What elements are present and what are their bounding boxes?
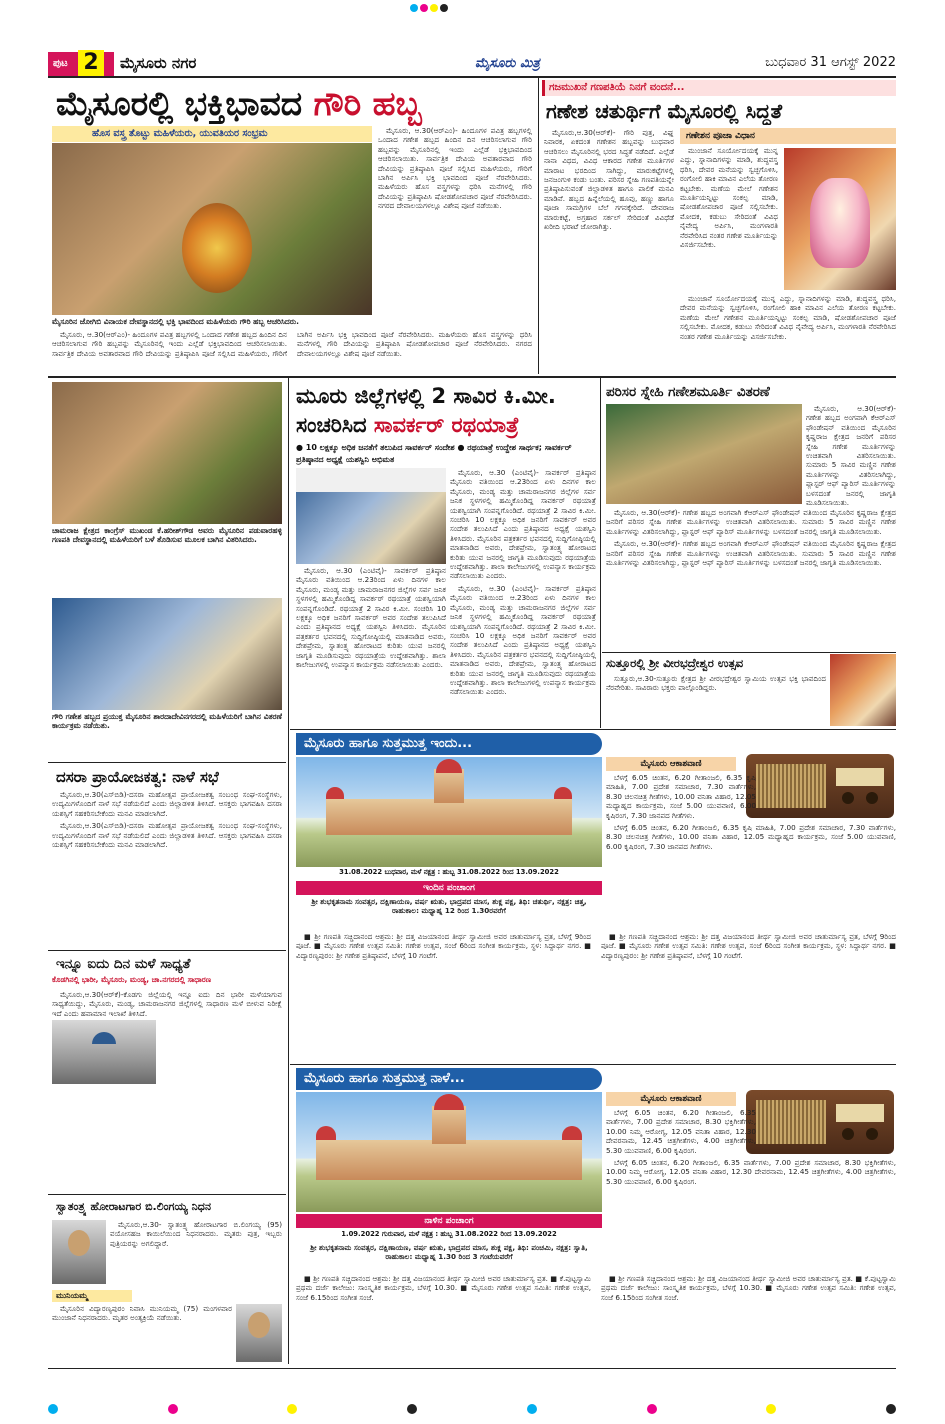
registration-mark (48, 1404, 58, 1414)
dasara-para-2: ಮೈಸೂರು,ಆ.30(ಎಸ್‌ಬಿಡಿ)-ದಸರಾ ಮಹೋತ್ಸವ ಪ್ರಾಯೋಜಕತ್ವ ಸಂಬಂಧ ಸಂಘ-ಸಂಸ್ಥೆಗಳು, ಉದ್ಯಮಿಗಳೊಂದಿಗೆ ನಾಳೆ ಸಭೆ ನಡೆಯಲಿದೆ ಎಂದು ಜಿಲ್ಲಾಡಳಿತ ತಿಳಿಸಿದೆ. ಆಸಕ್ತರು ಭಾಗವಹಿಸಿ ದಸರಾ ಯಶಸ್ಸಿಗೆ ಸಹಕರಿಸಬೇಕೆಂದು ಮನವಿ ಮಾಡಲಾಗಿದೆ. (52, 821, 282, 850)
registration-mark (766, 1404, 776, 1414)
registration-mark (287, 1404, 297, 1414)
tomorrow-panchanga-body: ಶ್ರೀ ಶುಭಕೃತನಾಮ ಸಂವತ್ಸರ, ದಕ್ಷಿಣಾಯಣ, ವರ್ಷ ಋತು, ಭಾದ್ರಪದ ಮಾಸ, ಶುಕ್ಲ ಪಕ್ಷ, ತಿಥಿ: ಪಂಚಮಿ, ನಕ್ಷತ್ರ: ಸ್ವಾತಿ, ರಾಹುಕಾಲ: ಮಧ್ಯಾಹ್ನ 1.30 ರಿಂದ 3 ಗಂಟೆಯವರೆಗೆ (310, 1243, 588, 1262)
tomorrow-banner (296, 1068, 602, 1090)
bagina-photo (52, 598, 282, 710)
today-banner (296, 733, 602, 755)
rain-body (52, 990, 282, 1190)
column-divider (288, 378, 289, 1364)
today-panchanga-body: ಶ್ರೀ ಶುಭಕೃತನಾಮ ಸಂವತ್ಸರ, ದಕ್ಷಿಣಾಯಣ, ವರ್ಷ ಋತು, ಭಾದ್ರಪದ ಮಾಸ, ಶುಕ್ಲ ಪಕ್ಷ, ತಿಥಿ: ಚತುರ್ಥಿ, ನಕ್ಷತ್ರ: ಚಿತ್ತ, ರಾಹುಕಾಲ: ಮಧ್ಯಾಹ್ನ 12 ರಿಂದ 1.30ರವರೆಗೆ (311, 897, 587, 916)
rain-subheadline: ಕೊಡಗಿನಲ್ಲಿ ಭಾರೀ, ಮೈಸೂರು, ಮಂಡ್ಯ, ಚಾ.ನಗರದಲ್ಲಿ ಸಾಧಾರಣ (52, 975, 212, 984)
rule (48, 950, 286, 951)
column-divider (600, 378, 601, 728)
tomorrow-panchanga-title-box (296, 1214, 602, 1228)
palace-dome (436, 759, 462, 773)
rule (48, 1194, 286, 1195)
decorated-idol (182, 203, 252, 293)
ganesha-pooja-title: ಗಣೇಶನ ಪೂಜಾ ವಿಧಾನ (686, 131, 755, 141)
sutturu-para: ಸುತ್ತೂರು,ಆ.30-ಸುತ್ತೂರು ಕ್ಷೇತ್ರದ ಶ್ರೀ ವೀರಭದ್ರೇಶ್ವರ ಸ್ವಾಮಿಯ ಉತ್ಸವ ಭಕ್ತಿ ಭಾವದಿಂದ ನೆರವೇರಿತು. ಸಾವಿರಾರು ಭಕ್ತರು ಪಾಲ್ಗೊಂಡಿದ್ದರು. (606, 674, 826, 693)
gowri-headline-red: ಗೌರಿ ಹಬ್ಬ (313, 84, 422, 123)
palace-building (326, 799, 572, 835)
eco-body-side (806, 404, 896, 514)
eco-para-2: ಮೈಸೂರು, ಆ.30(ಆರ್‌ಕೆ)- ಗಣೇಶ ಹಬ್ಬದ ಅಂಗವಾಗಿ ಕೆಆರ್‌ಎಸ್ ಫೌಂಡೇಷನ್ ವತಿಯಿಂದ ಮೈಸೂರಿನ ಕೃಷ್ಣರಾಜ ಕ್ಷೇತ್ರದ ಜನರಿಗೆ ಪರಿಸರ ಸ್ನೇಹಿ ಗಣೇಶ ಮೂರ್ತಿಗಳನ್ನು ಉಚಿತವಾಗಿ ವಿತರಿಸಲಾಯಿತು. ಸುಮಾರು 5 ಸಾವಿರ ಮಣ್ಣಿನ ಗಣೇಶ ಮೂರ್ತಿಗಳನ್ನು ವಿತರಿಸಲಾಗಿದ್ದು, ಪ್ಲಾಸ್ಟರ್ ಆಫ್ ಪ್ಯಾರಿಸ್ ಮೂರ್ತಿಗಳನ್ನು ಬಳಸದಂತೆ ಜನರಲ್ಲಿ ಜಾಗೃತಿ ಮೂಡಿಸಲಾಯಿತು. (606, 539, 896, 568)
savarkar-para-2: ಮೈಸೂರು, ಆ.30 (ಎಂಟಿವೈ)- ಸಾವರ್ಕರ್ ಪ್ರತಿಷ್ಠಾನ ಮೈಸೂರು ವತಿಯಿಂದ ಆ.23ರಿಂದ ಏಳು ದಿನಗಳ ಕಾಲ ಮೈಸೂರು, ಮಂಡ್ಯ ಮತ್ತು ಚಾಮರಾಜನಗರ ಜಿಲ್ಲೆಗಳ ಸರ್ವ ಜನಿಕ ಸ್ಥಳಗಳಲ್ಲಿ ಹಮ್ಮಿಕೊಂಡಿದ್ದ ಸಾವರ್ಕರ್ ರಥಯಾತ್ರೆ ಯಶಸ್ವಿಯಾಗಿ ಸಂಪನ್ನಗೊಂಡಿದೆ. ರಥಯಾತ್ರೆ 2 ಸಾವಿರ ಕಿ.ಮೀ. ಸಂಚರಿಸಿ 10 ಲಕ್ಷಕ್ಕೂ ಅಧಿಕ ಜನರಿಗೆ ಸಾವರ್ಕರ್ ಅವರ ಸಂದೇಶ ತಲುಪಿಸಿದೆ ಎಂದು ಪ್ರತಿಷ್ಠಾನದ ಅಧ್ಯಕ್ಷೆ ಯಶಸ್ವಿನಿ ತಿಳಿಸಿದರು. ಮೈಸೂರಿನ ಪತ್ರಕರ್ತರ ಭವನದಲ್ಲಿ ಸುದ್ದಿಗೋಷ್ಠಿಯಲ್ಲಿ ಮಾತನಾಡಿದ ಅವರು, ದೇಶಪ್ರೇಮ, ಸ್ವಾತಂತ್ರ್ಯ ಹೋರಾಟದ ಕುರಿತು ಯುವ ಜನರಲ್ಲಿ ಜಾಗೃತಿ ಮೂಡಿಸುವುದು ರಥಯಾತ್ರೆಯ ಉದ್ದೇಶವಾಗಿತ್ತು. ಶಾಲಾ ಕಾಲೇಜುಗಳಲ್ಲಿ ಉಪನ್ಯಾಸ ಕಾರ್ಯಕ್ರಮ ನಡೆಸಲಾಯಿತು ಎಂದರು. (450, 468, 596, 581)
rule (48, 762, 286, 763)
savarkar-headline-2 (296, 410, 596, 440)
savarkar-photo (296, 468, 446, 564)
ganesha-pooja-para-2: ಮುಂಜಾನೆ ಸೂರ್ಯೋದಯಕ್ಕೆ ಮುನ್ನ ಎದ್ದು, ಸ್ನಾನಾದಿಗಳನ್ನು ಮಾಡಿ, ಶುದ್ಧವಸ್ತ್ರ ಧರಿಸಿ, ದೇವರ ಮನೆಯನ್ನು ಸ್ವಚ್ಛಗೊಳಿಸಿ, ರಂಗೋಲಿ ಹಾಕಿ ಮಾವಿನ ಎಲೆಯ ತೋರಣ ಕಟ್ಟಬೇಕು. ಮಣೆಯ ಮೇಲೆ ಗಣೇಶನ ಮೂರ್ತಿಯನ್ನಿಟ್ಟು ಸಂಕಲ್ಪ ಮಾಡಿ, ಷೋಡಶೋಪಚಾರ ಪೂಜೆ ಸಲ್ಲಿಸಬೇಕು. ಮೋದಕ, ಕಡುಬು ಸೇರಿದಂತೆ ವಿವಿಧ ನೈವೇದ್ಯ ಅರ್ಪಿಸಿ, ಮಂಗಳಾರತಿ ನೆರವೇರಿಸಿದ ನಂತರ ಗಣೇಶ ಮೂರ್ತಿಯನ್ನು ವಿಸರ್ಜಿಸಬೇಕು. (680, 294, 896, 341)
tomorrow-radio-title-box (606, 1092, 736, 1106)
savarkar-headline-1: ಮೂರು ಜಿಲ್ಲೆಗಳಲ್ಲಿ 2 ಸಾವಿರ ಕಿ.ಮೀ. (296, 384, 556, 408)
section-rule (290, 729, 896, 730)
tomorrow-events-para-2: ■ ಶ್ರೀ ಗಣಪತಿ ಸಚ್ಚಿದಾನಂದ ಆಶ್ರಮ: ಶ್ರೀ ದತ್ತ ವಿಜಯಾನಂದ ತೀರ್ಥ ಸ್ವಾಮೀಜಿ ಅವರ ಚಾತುರ್ಮಾಸ್ಯ ವ್ರತ. ■ ಕೆ.ಪುಟ್ಟಸ್ವಾಮಿ ಪ್ರಥಮ ದರ್ಜೆ ಕಾಲೇಜು: ಸಾಂಸ್ಕೃತಿಕ ಕಾರ್ಯಕ್ರಮ, ಬೆಳಗ್ಗೆ 10.30. ■ ಮೈಸೂರು ಗಣೇಶ ಉತ್ಸವ ಸಮಿತಿ: ಗಣೇಶ ಉತ್ಸವ, ಸಂಜೆ 6.15ರಿಂದ ಸಂಗೀತ ಸಂಜೆ. (601, 1274, 896, 1302)
section-rule (290, 1064, 896, 1065)
dasara-headline: ದಸರಾ ಪ್ರಾಯೋಜಕತ್ವ: ನಾಳೆ ಸಭೆ (56, 768, 219, 786)
tomorrow-panchanga-date: 1.09.2022 ಗುರುವಾರ, ಮಳೆ ನಕ್ಷತ್ರ : ಹುಬ್ಬ 31.08.2022 ರಿಂದ 13.09.2022 (341, 1230, 557, 1238)
gowri-body-para: ಮೈಸೂರು, ಆ.30(ಆರ್‌ಎಂ)- ಹಿಂದೂಗಳ ಪವಿತ್ರ ಹಬ್ಬಗಳಲ್ಲಿ ಒಂದಾದ ಗಣೇಶ ಹಬ್ಬದ ಹಿಂದಿನ ದಿನ ಆಚರಿಸಲಾಗುವ ಗೌರಿ ಹಬ್ಬವನ್ನು ಮೈಸೂರಿನಲ್ಲಿ ಇಂದು ಎಲ್ಲೆಡೆ ಭಕ್ತಿಭಾವದಿಂದ ಆಚರಿಸಲಾಯಿತು. ಸಾರ್ವತ್ರಿಕ ದೇವಿಯ ಅವತಾರವಾದ ಗೌರಿ ದೇವಿಯನ್ನು ಪ್ರತಿಷ್ಠಾಪಿಸಿ ಪೂಜೆ ಸಲ್ಲಿಸಿದ ಮಹಿಳೆಯರು, ಗೌರಿಗೆ ಬಾಗಿನ ಅರ್ಪಿಸಿ ಭಕ್ತಿ ಭಾವದಿಂದ ಪೂಜೆ ನೆರವೇರಿಸಿದರು. ಮಹಿಳೆಯರು ಹೊಸ ವಸ್ತ್ರಗಳನ್ನು ಧರಿಸಿ ಮನೆಗಳಲ್ಲಿ ಗೌರಿ ದೇವಿಯನ್ನು ಪ್ರತಿಷ್ಠಾಪಿಸಿ ಷೋಡಶೋಪಚಾರ ಪೂಜೆ ನೆರವೇರಿಸಿದರು. ನಗರದ ದೇವಾಲಯಗಳಲ್ಲೂ ವಿಶೇಷ ಪೂಜೆ ನಡೆಯಿತು. (52, 330, 532, 358)
palace-dome (316, 1126, 336, 1140)
gowri-headline-black: ಮೈಸೂರಲ್ಲಿ ಭಕ್ತಿಭಾವದ (56, 84, 303, 123)
today-radio-body (606, 773, 896, 929)
paper-name: ಮೈಸೂರು ಮಿತ್ರ (475, 56, 540, 71)
harish-photo (52, 382, 282, 524)
gowri-photo (52, 143, 372, 315)
gowri-banner-text: ಹೊಸ ವಸ್ತ್ರ ತೊಟ್ಟು ಮಹಿಳೆಯರು, ಯುವತಿಯರ ಸಂಭ್ರಮ (92, 128, 268, 139)
registration-mark (407, 1404, 417, 1414)
today-banner-text: ಮೈಸೂರು ಹಾಗೂ ಸುತ್ತಮುತ್ತ ಇಂದು... (304, 736, 473, 751)
savarkar-headline-red: ಸಾವರ್ಕರ್ ರಥಯಾತ್ರೆ (373, 413, 519, 437)
eco-headline: ಪರಿಸರ ಸ್ನೇಹಿ ಗಣೇಶಮೂರ್ತಿ ವಿತರಣೆ (606, 384, 770, 400)
today-palace-photo (296, 757, 602, 867)
gowri-side-body (378, 126, 532, 326)
eco-side-para: ಮೈಸೂರು, ಆ.30(ಆರ್‌ಕೆ)- ಗಣೇಶ ಹಬ್ಬದ ಅಂಗವಾಗಿ ಕೆಆರ್‌ಎಸ್ ಫೌಂಡೇಷನ್ ವತಿಯಿಂದ ಮೈಸೂರಿನ ಕೃಷ್ಣರಾಜ ಕ್ಷೇತ್ರದ ಜನರಿಗೆ ಪರಿಸರ ಸ್ನೇಹಿ ಗಣೇಶ ಮೂರ್ತಿಗಳನ್ನು ಉಚಿತವಾಗಿ ವಿತರಿಸಲಾಯಿತು. ಸುಮಾರು 5 ಸಾವಿರ ಮಣ್ಣಿನ ಗಣೇಶ ಮೂರ್ತಿಗಳನ್ನು ವಿತರಿಸಲಾಗಿದ್ದು, ಪ್ಲಾಸ್ಟರ್ ಆಫ್ ಪ್ಯಾರಿಸ್ ಮೂರ್ತಿಗಳನ್ನು ಬಳಸದಂತೆ ಜನರಲ್ಲಿ ಜಾಗೃತಿ ಮೂಡಿಸಲಾಯಿತು. (806, 404, 896, 508)
palace-tower (432, 1106, 466, 1144)
registration-mark (440, 4, 448, 12)
obit2-photo (236, 1304, 282, 1362)
tomorrow-palace-photo (296, 1092, 602, 1212)
tomorrow-radio-title: ಮೈಸೂರು ಆಕಾಶವಾಣಿ (640, 1094, 702, 1104)
ganesha-kicker: ಗಜಮುಖನೆ ಗಣಪತಿಯೆ ನಿನಗೆ ವಂದನೆ... (549, 82, 685, 93)
rule (602, 652, 896, 653)
section-rule (48, 376, 896, 378)
sutturu-headline: ಸುತ್ತೂರಲ್ಲಿ ಶ್ರೀ ವೀರಭದ್ರೇಶ್ವರ ಉತ್ಸವ (606, 656, 744, 670)
eco-para: ಮೈಸೂರು, ಆ.30(ಆರ್‌ಕೆ)- ಗಣೇಶ ಹಬ್ಬದ ಅಂಗವಾಗಿ ಕೆಆರ್‌ಎಸ್ ಫೌಂಡೇಷನ್ ವತಿಯಿಂದ ಮೈಸೂರಿನ ಕೃಷ್ಣರಾಜ ಕ್ಷೇತ್ರದ ಜನರಿಗೆ ಪರಿಸರ ಸ್ನೇಹಿ ಗಣೇಶ ಮೂರ್ತಿಗಳನ್ನು ಉಚಿತವಾಗಿ ವಿತರಿಸಲಾಯಿತು. ಸುಮಾರು 5 ಸಾವಿರ ಮಣ್ಣಿನ ಗಣೇಶ ಮೂರ್ತಿಗಳನ್ನು ವಿತರಿಸಲಾಗಿದ್ದು, ಪ್ಲಾಸ್ಟರ್ ಆಫ್ ಪ್ಯಾರಿಸ್ ಮೂರ್ತಿಗಳನ್ನು ಬಳಸದಂತೆ ಜನರಲ್ಲಿ ಜಾಗೃತಿ ಮೂಡಿಸಲಾಯಿತು. (606, 508, 896, 536)
palace-dome (562, 1126, 582, 1140)
rain-para: ಮೈಸೂರು,ಆ.30(ಆರ್‌ಕೆ)-ಕೊಡಗು ಜಿಲ್ಲೆಯಲ್ಲಿ ಇನ್ನೂ ಐದು ದಿನ ಭಾರೀ ಮಳೆಯಾಗುವ ಸಾಧ್ಯತೆಯಿದ್ದು, ಮೈಸೂರು, ಮಂಡ್ಯ, ಚಾಮರಾಜನಗರ ಜಿಲ್ಲೆಗಳಲ್ಲಿ ಸಾಧಾರಣ ಮಳೆ ಬೀಳುವ ನಿರೀಕ್ಷೆ ಇದೆ ಎಂದು ಹವಾಮಾನ ಇಲಾಖೆ ತಿಳಿಸಿದೆ. (52, 990, 282, 1018)
page-bottom-rule (48, 1368, 896, 1369)
registration-mark (430, 4, 438, 12)
obit-photo (52, 1220, 106, 1284)
gowri-body (52, 330, 532, 368)
rain-headline: ಇನ್ನೂ ಐದು ದಿನ ಮಳೆ ಸಾಧ್ಯತೆ (56, 956, 191, 972)
column-divider (538, 78, 539, 374)
obit2-name: ಮುನಿಯಮ್ಮ (56, 1291, 88, 1300)
savarkar-para-3: ಮೈಸೂರು, ಆ.30 (ಎಂಟಿವೈ)- ಸಾವರ್ಕರ್ ಪ್ರತಿಷ್ಠಾನ ಮೈಸೂರು ವತಿಯಿಂದ ಆ.23ರಿಂದ ಏಳು ದಿನಗಳ ಕಾಲ ಮೈಸೂರು, ಮಂಡ್ಯ ಮತ್ತು ಚಾಮರಾಜನಗರ ಜಿಲ್ಲೆಗಳ ಸರ್ವ ಜನಿಕ ಸ್ಥಳಗಳಲ್ಲಿ ಹಮ್ಮಿಕೊಂಡಿದ್ದ ಸಾವರ್ಕರ್ ರಥಯಾತ್ರೆ ಯಶಸ್ವಿಯಾಗಿ ಸಂಪನ್ನಗೊಂಡಿದೆ. ರಥಯಾತ್ರೆ 2 ಸಾವಿರ ಕಿ.ಮೀ. ಸಂಚರಿಸಿ 10 ಲಕ್ಷಕ್ಕೂ ಅಧಿಕ ಜನರಿಗೆ ಸಾವರ್ಕರ್ ಅವರ ಸಂದೇಶ ತಲುಪಿಸಿದೆ ಎಂದು ಪ್ರತಿಷ್ಠಾನದ ಅಧ್ಯಕ್ಷೆ ಯಶಸ್ವಿನಿ ತಿಳಿಸಿದರು. ಮೈಸೂರಿನ ಪತ್ರಕರ್ತರ ಭವನದಲ್ಲಿ ಸುದ್ದಿಗೋಷ್ಠಿಯಲ್ಲಿ ಮಾತನಾಡಿದ ಅವರು, ದೇಶಪ್ರೇಮ, ಸ್ವಾತಂತ್ರ್ಯ ಹೋರಾಟದ ಕುರಿತು ಯುವ ಜನರಲ್ಲಿ ಜಾಗೃತಿ ಮೂಡಿಸುವುದು ರಥಯಾತ್ರೆಯ ಉದ್ದೇಶವಾಗಿತ್ತು. ಶಾಲಾ ಕಾಲೇಜುಗಳಲ್ಲಿ ಉಪನ್ಯಾಸ ಕಾರ್ಯಕ್ರಮ ನಡೆಸಲಾಯಿತು ಎಂದರು. (450, 583, 596, 697)
dasara-para: ಮೈಸೂರು,ಆ.30(ಎಸ್‌ಬಿಡಿ)-ದಸರಾ ಮಹೋತ್ಸವ ಪ್ರಾಯೋಜಕತ್ವ ಸಂಬಂಧ ಸಂಘ-ಸಂಸ್ಥೆಗಳು, ಉದ್ಯಮಿಗಳೊಂದಿಗೆ ನಾಳೆ ಸಭೆ ನಡೆಯಲಿದೆ ಎಂದು ಜಿಲ್ಲಾಡಳಿತ ತಿಳಿಸಿದೆ. ಆಸಕ್ತರು ಭಾಗವಹಿಸಿ ದಸರಾ ಯಶಸ್ಸಿಗೆ ಸಹಕರಿಸಬೇಕೆಂದು ಮನವಿ ಮಾಡಲಾಗಿದೆ. (52, 790, 282, 818)
registration-mark (647, 1404, 657, 1414)
page-label: ಪುಟ (53, 58, 68, 69)
sutturu-photo (830, 654, 896, 726)
tomorrow-radio-para: ಬೆಳಗ್ಗೆ 6.05 ಚಿಂತನ, 6.20 ಗೀತಾಂಜಲಿ, 6.35 ವಾರ್ತೆಗಳು, 7.00 ಪ್ರದೇಶ ಸಮಾಚಾರ, 8.30 ಭಕ್ತಿಗೀತೆಗಳು, 10.00 ನಿಮ್ಮ ಆರೋಗ್ಯ, 12.05 ವನಿತಾ ವಿಹಾರ, 12.30 ದೇವರನಾಮ, 12.45 ಚಿತ್ರಗೀತೆಗಳು, 4.00 ಚಿತ್ರಗೀತೆಗಳು, 5.30 ಯುವವಾಣಿ, 6.00 ಕೃಷಿರಂಗ. (606, 1108, 756, 1155)
today-radio-title-box (606, 757, 736, 771)
portrait-face (248, 1312, 270, 1338)
ganesha-body-para: ಮೈಸೂರು,ಆ.30(ಆರ್‌ಕೆ)- ಗೌರಿ ಪುತ್ರ, ವಿಘ್ನ ನಿವಾರಕ, ಏಕದಂತ ಗಣೇಶನ ಹಬ್ಬವನ್ನು ಬುಧವಾರ ಆಚರಿಸಲು ಮೈಸೂರಿನಲ್ಲಿ ಭರದ ಸಿದ್ಧತೆ ನಡೆದಿದೆ. ಎಲ್ಲೆಡೆ ನಾನಾ ವಿಧದ, ವಿವಿಧ ಆಕಾರದ ಗಣೇಶ ಮೂರ್ತಿಗಳ ಮಾರಾಟ ಭರದಿಂದ ಸಾಗಿದ್ದು, ಮಾರುಕಟ್ಟೆಗಳಲ್ಲಿ ಜನಜಂಗುಳಿ ಕಂಡು ಬಂತು. ಪರಿಸರ ಸ್ನೇಹಿ ಗಣಪತಿಯನ್ನೇ ಪ್ರತಿಷ್ಠಾಪಿಸುವಂತೆ ಜಿಲ್ಲಾಡಳಿತ ಹಾಗೂ ಪಾಲಿಕೆ ಮನವಿ ಮಾಡಿವೆ. ಹಬ್ಬದ ಹಿನ್ನೆಲೆಯಲ್ಲಿ ಹೂವು, ಹಣ್ಣು ಹಾಗೂ ಪೂಜಾ ಸಾಮಗ್ರಿಗಳ ಬೆಲೆ ಗಗನಕ್ಕೇರಿದೆ. ದೇವರಾಜ ಮಾರುಕಟ್ಟೆ, ಅಗ್ರಹಾರ ಸರ್ಕಲ್ ಸೇರಿದಂತೆ ವಿವಿಧೆಡೆ ಖರೀದಿ ಭರಾಟೆ ಜೋರಾಗಿತ್ತು. (544, 128, 674, 232)
savarkar-body-left (296, 566, 446, 726)
obit2-name-box (52, 1290, 132, 1302)
gowri-photo-caption: ಮೈಸೂರಿನ ಜೋಗಿಬಿ ವಿನಾಯಕ ದೇವಸ್ಥಾನದಲ್ಲಿ ಭಕ್ತಿ ಭಾವದಿಂದ ಮಹಿಳೆಯರು ಗೌರಿ ಹಬ್ಬ ಆಚರಿಸಿದರು. (52, 317, 299, 326)
ganesha-idol (810, 178, 870, 268)
obit2-body (52, 1304, 232, 1364)
harish-photo-caption: ಚಾಮರಾಜ ಕ್ಷೇತ್ರದ ಕಾಂಗ್ರೆಸ್ ಮುಖಂಡ ಕೆ.ಹರೀಶ್‌ಗೌಡ ಅವರು ಮೈಸೂರಿನ ಪಡುವಾರಹಳ್ಳಿ ಗಣಪತಿ ದೇವಸ್ಥಾನದಲ್ಲಿ ಮಹಿಳೆಯರಿಗೆ ಬಳೆ ತೊಡಿಸುವ ಮೂಲಕ ಬಾಗಿನ ವಿತರಿಸಿದರು. (52, 526, 282, 545)
eco-photo (606, 404, 802, 504)
color-bar (48, 1404, 896, 1412)
eco-body (606, 508, 896, 650)
ganesha-pooja-para: ಮುಂಜಾನೆ ಸೂರ್ಯೋದಯಕ್ಕೆ ಮುನ್ನ ಎದ್ದು, ಸ್ನಾನಾದಿಗಳನ್ನು ಮಾಡಿ, ಶುದ್ಧವಸ್ತ್ರ ಧರಿಸಿ, ದೇವರ ಮನೆಯನ್ನು ಸ್ವಚ್ಛಗೊಳಿಸಿ, ರಂಗೋಲಿ ಹಾಕಿ ಮಾವಿನ ಎಲೆಯ ತೋರಣ ಕಟ್ಟಬೇಕು. ಮಣೆಯ ಮೇಲೆ ಗಣೇಶನ ಮೂರ್ತಿಯನ್ನಿಟ್ಟು ಸಂಕಲ್ಪ ಮಾಡಿ, ಷೋಡಶೋಪಚಾರ ಪೂಜೆ ಸಲ್ಲಿಸಬೇಕು. ಮೋದಕ, ಕಡುಬು ಸೇರಿದಂತೆ ವಿವಿಧ ನೈವೇದ್ಯ ಅರ್ಪಿಸಿ, ಮಂಗಳಾರತಿ ನೆರವೇರಿಸಿದ ನಂತರ ಗಣೇಶ ಮೂರ್ತಿಯನ್ನು ವಿಸರ್ಜಿಸಬೇಕು. (680, 146, 778, 250)
palace-dome (326, 787, 344, 799)
tomorrow-radio-para-2: ಬೆಳಗ್ಗೆ 6.05 ಚಿಂತನ, 6.20 ಗೀತಾಂಜಲಿ, 6.35 ವಾರ್ತೆಗಳು, 7.00 ಪ್ರದೇಶ ಸಮಾಚಾರ, 8.30 ಭಕ್ತಿಗೀತೆಗಳು, 10.00 ನಿಮ್ಮ ಆರೋಗ್ಯ, 12.05 ವನಿತಾ ವಿಹಾರ, 12.30 ದೇವರನಾಮ, 12.45 ಚಿತ್ರಗೀತೆಗಳು, 4.00 ಚಿತ್ರಗೀತೆಗಳು, 5.30 ಯುವವಾಣಿ, 6.00 ಕೃಷಿರಂಗ. (606, 1158, 896, 1186)
tomorrow-radio-body (606, 1108, 896, 1228)
today-radio-para-2: ಬೆಳಗ್ಗೆ 6.05 ಚಿಂತನ, 6.20 ಗೀತಾಂಜಲಿ, 6.35 ಕೃಷಿ ಮಾಹಿತಿ, 7.00 ಪ್ರದೇಶ ಸಮಾಚಾರ, 7.30 ವಾರ್ತೆಗಳು, 8.30 ಚಲನಚಿತ್ರ ಗೀತೆಗಳು, 10.00 ವನಿತಾ ವಿಹಾರ, 12.05 ಮಧ್ಯಾಹ್ನದ ಕಾರ್ಯಕ್ರಮ, ಸಂಜೆ 5.00 ಯುವವಾಣಿ, 6.00 ಕೃಷಿರಂಗ, 7.30 ಜಾನಪದ ಗೀತೆಗಳು. (606, 823, 896, 851)
palace-dome (554, 787, 572, 799)
registration-mark (168, 1404, 178, 1414)
portrait-face (68, 1230, 90, 1256)
registration-mark (410, 4, 418, 12)
palace-tower (434, 769, 464, 803)
gowri-photo-banner (52, 126, 372, 142)
palace-dome (434, 1094, 464, 1110)
tomorrow-events-para: ■ ಶ್ರೀ ಗಣಪತಿ ಸಚ್ಚಿದಾನಂದ ಆಶ್ರಮ: ಶ್ರೀ ದತ್ತ ವಿಜಯಾನಂದ ತೀರ್ಥ ಸ್ವಾಮೀಜಿ ಅವರ ಚಾತುರ್ಮಾಸ್ಯ ವ್ರತ. ■ ಕೆ.ಪುಟ್ಟಸ್ವಾಮಿ ಪ್ರಥಮ ದರ್ಜೆ ಕಾಲೇಜು: ಸಾಂಸ್ಕೃತಿಕ ಕಾರ್ಯಕ್ರಮ, ಬೆಳಗ್ಗೆ 10.30. ■ ಮೈಸೂರು ಗಣೇಶ ಉತ್ಸವ ಸಮಿತಿ: ಗಣೇಶ ಉತ್ಸವ, ಸಂಜೆ 6.15ರಿಂದ ಸಂಗೀತ ಸಂಜೆ. (296, 1274, 591, 1302)
ganesha-pooja-box (680, 128, 896, 144)
section-name: ಮೈಸೂರು ನಗರ (120, 54, 197, 72)
savarkar-headline-black: ಸಂಚರಿಸಿದ (296, 413, 367, 437)
gowri-side-para: ಮೈಸೂರು, ಆ.30(ಆರ್‌ಎಂ)- ಹಿಂದೂಗಳ ಪವಿತ್ರ ಹಬ್ಬಗಳಲ್ಲಿ ಒಂದಾದ ಗಣೇಶ ಹಬ್ಬದ ಹಿಂದಿನ ದಿನ ಆಚರಿಸಲಾಗುವ ಗೌರಿ ಹಬ್ಬವನ್ನು ಮೈಸೂರಿನಲ್ಲಿ ಇಂದು ಎಲ್ಲೆಡೆ ಭಕ್ತಿಭಾವದಿಂದ ಆಚರಿಸಲಾಯಿತು. ಸಾರ್ವತ್ರಿಕ ದೇವಿಯ ಅವತಾರವಾದ ಗೌರಿ ದೇವಿಯನ್ನು ಪ್ರತಿಷ್ಠಾಪಿಸಿ ಪೂಜೆ ಸಲ್ಲಿಸಿದ ಮಹಿಳೆಯರು, ಗೌರಿಗೆ ಬಾಗಿನ ಅರ್ಪಿಸಿ ಭಕ್ತಿ ಭಾವದಿಂದ ಪೂಜೆ ನೆರವೇರಿಸಿದರು. ಮಹಿಳೆಯರು ಹೊಸ ವಸ್ತ್ರಗಳನ್ನು ಧರಿಸಿ ಮನೆಗಳಲ್ಲಿ ಗೌರಿ ದೇವಿಯನ್ನು ಪ್ರತಿಷ್ಠಾಪಿಸಿ ಷೋಡಶೋಪಚಾರ ಪೂಜೆ ನೆರವೇರಿಸಿದರು. ನಗರದ ದೇವಾಲಯಗಳಲ್ಲೂ ವಿಶೇಷ ಪೂಜೆ ನಡೆಯಿತು. (378, 126, 532, 211)
savarkar-bullets: ● 10 ಲಕ್ಷಕ್ಕೂ ಅಧಿಕ ಜನತೆಗೆ ತಲುಪಿದ ಸಾವರ್ಕರ್ ಸಂದೇಶ ● ರಥಯಾತ್ರೆ ಉದ್ದೇಶ ಸಾರ್ಥಕ; ಸಾವರ್ಕರ್ ಪ್ರತಿಷ್ಠಾನದ ಅಧ್ಯಕ್ಷೆ ಯಶಸ್ವಿನಿ ಅಭಿಮತ (296, 443, 572, 464)
ganesha-headline: ಗಣೇಶ ಚತುರ್ಥಿಗೆ ಮೈಸೂರಲ್ಲಿ ಸಿದ್ಧತೆ (546, 99, 783, 123)
today-events-para-2: ■ ಶ್ರೀ ಗಣಪತಿ ಸಚ್ಚಿದಾನಂದ ಆಶ್ರಮ: ಶ್ರೀ ದತ್ತ ವಿಜಯಾನಂದ ತೀರ್ಥ ಸ್ವಾಮೀಜಿ ಅವರ ಚಾತುರ್ಮಾಸ್ಯ ವ್ರತ, ಬೆಳಗ್ಗೆ 9ರಿಂದ ಪೂಜೆ. ■ ಮೈಸೂರು ಗಣೇಶ ಉತ್ಸವ ಸಮಿತಿ: ಗಣೇಶ ಉತ್ಸವ, ಸಂಜೆ 6ರಿಂದ ಸಂಗೀತ ಕಾರ್ಯಕ್ರಮ, ಸ್ಥಳ: ಸಿದ್ದಾರ್ಥ ನಗರ. ■ ವಿದ್ಯಾರಣ್ಯಪುರಂ: ಶ್ರೀ ಗಣೇಶ ಪ್ರತಿಷ್ಠಾಪನೆ, ಬೆಳಗ್ಗೆ 10 ಗಂಟೆಗೆ. (601, 932, 896, 960)
issue-date: ಬುಧವಾರ 31 ಆಗಸ್ಟ್ 2022 (765, 55, 896, 70)
obit-headline: ಸ್ವಾತಂತ್ರ್ಯ ಹೋರಾಟಗಾರ ಬಿ.ಲಿಂಗಯ್ಯ ನಿಧನ (56, 1200, 211, 1213)
today-radio-para: ಬೆಳಗ್ಗೆ 6.05 ಚಿಂತನ, 6.20 ಗೀತಾಂಜಲಿ, 6.35 ಕೃಷಿ ಮಾಹಿತಿ, 7.00 ಪ್ರದೇಶ ಸಮಾಚಾರ, 7.30 ವಾರ್ತೆಗಳು, 8.30 ಚಲನಚಿತ್ರ ಗೀತೆಗಳು, 10.00 ವನಿತಾ ವಿಹಾರ, 12.05 ಮಧ್ಯಾಹ್ನದ ಕಾರ್ಯಕ್ರಮ, ಸಂಜೆ 5.00 ಯುವವಾಣಿ, 6.00 ಕೃಷಿರಂಗ, 7.30 ಜಾನಪದ ಗೀತೆಗಳು. (606, 773, 756, 820)
ganesha-kicker-box (542, 80, 896, 96)
today-radio-title: ಮೈಸೂರು ಆಕಾಶವಾಣಿ (640, 759, 702, 769)
registration-mark (886, 1404, 896, 1414)
today-events (296, 932, 896, 1060)
today-panchanga-title: ಇಂದಿನ ಪಂಚಾಂಗ (423, 883, 475, 893)
today-panchanga-title-box (296, 881, 602, 895)
page-number: 2 (78, 50, 104, 76)
obit2-para: ಮೈಸೂರಿನ ವಿದ್ಯಾರಣ್ಯಪುರಂ ನಿವಾಸಿ ಮುನಿಯಮ್ಮ (75) ಮಂಗಳವಾರ ಮುಂಜಾನೆ ನಿಧನರಾದರು. ಮೃತರ ಅಂತ್ಯಕ್ರಿಯೆ ನಡೆಯಿತು. (52, 1304, 232, 1323)
savarkar-para: ಮೈಸೂರು, ಆ.30 (ಎಂಟಿವೈ)- ಸಾವರ್ಕರ್ ಪ್ರತಿಷ್ಠಾನ ಮೈಸೂರು ವತಿಯಿಂದ ಆ.23ರಿಂದ ಏಳು ದಿನಗಳ ಕಾಲ ಮೈಸೂರು, ಮಂಡ್ಯ ಮತ್ತು ಚಾಮರಾಜನಗರ ಜಿಲ್ಲೆಗಳ ಸರ್ವ ಜನಿಕ ಸ್ಥಳಗಳಲ್ಲಿ ಹಮ್ಮಿಕೊಂಡಿದ್ದ ಸಾವರ್ಕರ್ ರಥಯಾತ್ರೆ ಯಶಸ್ವಿಯಾಗಿ ಸಂಪನ್ನಗೊಂಡಿದೆ. ರಥಯಾತ್ರೆ 2 ಸಾವಿರ ಕಿ.ಮೀ. ಸಂಚರಿಸಿ 10 ಲಕ್ಷಕ್ಕೂ ಅಧಿಕ ಜನರಿಗೆ ಸಾವರ್ಕರ್ ಅವರ ಸಂದೇಶ ತಲುಪಿಸಿದೆ ಎಂದು ಪ್ರತಿಷ್ಠಾನದ ಅಧ್ಯಕ್ಷೆ ಯಶಸ್ವಿನಿ ತಿಳಿಸಿದರು. ಮೈಸೂರಿನ ಪತ್ರಕರ್ತರ ಭವನದಲ್ಲಿ ಸುದ್ದಿಗೋಷ್ಠಿಯಲ್ಲಿ ಮಾತನಾಡಿದ ಅವರು, ದೇಶಪ್ರೇಮ, ಸ್ವಾತಂತ್ರ್ಯ ಹೋರಾಟದ ಕುರಿತು ಯುವ ಜನರಲ್ಲಿ ಜಾಗೃತಿ ಮೂಡಿಸುವುದು ರಥಯಾತ್ರೆಯ ಉದ್ದೇಶವಾಗಿತ್ತು. ಶಾಲಾ ಕಾಲೇಜುಗಳಲ್ಲಿ ಉಪನ್ಯಾಸ ಕಾರ್ಯಕ್ರಮ ನಡೆಸಲಾಯಿತು ಎಂದರು. (296, 566, 446, 670)
tomorrow-banner-text: ಮೈಸೂರು ಹಾಗೂ ಸುತ್ತಮುತ್ತ ನಾಳೆ... (304, 1071, 465, 1086)
registration-mark (420, 4, 428, 12)
dasara-body (52, 790, 282, 946)
today-events-para: ■ ಶ್ರೀ ಗಣಪತಿ ಸಚ್ಚಿದಾನಂದ ಆಶ್ರಮ: ಶ್ರೀ ದತ್ತ ವಿಜಯಾನಂದ ತೀರ್ಥ ಸ್ವಾಮೀಜಿ ಅವರ ಚಾತುರ್ಮಾಸ್ಯ ವ್ರತ, ಬೆಳಗ್ಗೆ 9ರಿಂದ ಪೂಜೆ. ■ ಮೈಸೂರು ಗಣೇಶ ಉತ್ಸವ ಸಮಿತಿ: ಗಣೇಶ ಉತ್ಸವ, ಸಂಜೆ 6ರಿಂದ ಸಂಗೀತ ಕಾರ್ಯಕ್ರಮ, ಸ್ಥಳ: ಸಿದ್ದಾರ್ಥ ನಗರ. ■ ವಿದ್ಯಾರಣ್ಯಪುರಂ: ಶ್ರೀ ಗಣೇಶ ಪ್ರತಿಷ್ಠಾಪನೆ, ಬೆಳಗ್ಗೆ 10 ಗಂಟೆಗೆ. (296, 932, 591, 960)
tomorrow-events (296, 1274, 896, 1366)
obit-para: ಮೈಸೂರು,ಆ.30- ಸ್ವಾತಂತ್ರ್ಯ ಹೋರಾಟಗಾರ ಬಿ.ಲಿಂಗಯ್ಯ (95) ವಯೋಸಹಜ ಕಾಯಿಲೆಯಿಂದ ನಿಧನರಾದರು. ಮೃತರು ಪುತ್ರ, ಇಬ್ಬರು ಪುತ್ರಿಯರನ್ನು ಅಗಲಿದ್ದಾರೆ. (110, 1220, 282, 1248)
ganesha-idol-photo (784, 148, 896, 290)
page-label-box (48, 52, 114, 76)
palace-building (316, 1140, 582, 1180)
savarkar-body-right (450, 468, 596, 726)
bagina-photo-caption: ಗೌರಿ ಗಣೇಶ ಹಬ್ಬದ ಪ್ರಯುಕ್ತ ಮೈಸೂರಿನ ಶಾರದಾದೇವಿನಗರದಲ್ಲಿ ಮಹಿಳೆಯರಿಗೆ ಬಾಗಿನ ವಿತರಣೆ ಕಾರ್ಯಕ್ರಮ ನಡೆಯಿತು. (52, 712, 282, 731)
masthead (48, 52, 896, 78)
ganesha-pooja-body-2 (680, 294, 896, 374)
tomorrow-panchanga-title: ನಾಳಿನ ಪಂಚಾಂಗ (424, 1216, 474, 1226)
gowri-headline (56, 82, 526, 126)
ganesha-body (544, 128, 674, 374)
obit-body (110, 1220, 282, 1286)
press-banner (296, 468, 446, 492)
registration-mark (527, 1404, 537, 1414)
sutturu-body (606, 674, 826, 726)
today-panchanga-date: 31.08.2022 ಬುಧವಾರ, ಮಳೆ ನಕ್ಷತ್ರ : ಹುಬ್ಬ 31.08.2022 ರಿಂದ 13.09.2022 (339, 868, 559, 876)
